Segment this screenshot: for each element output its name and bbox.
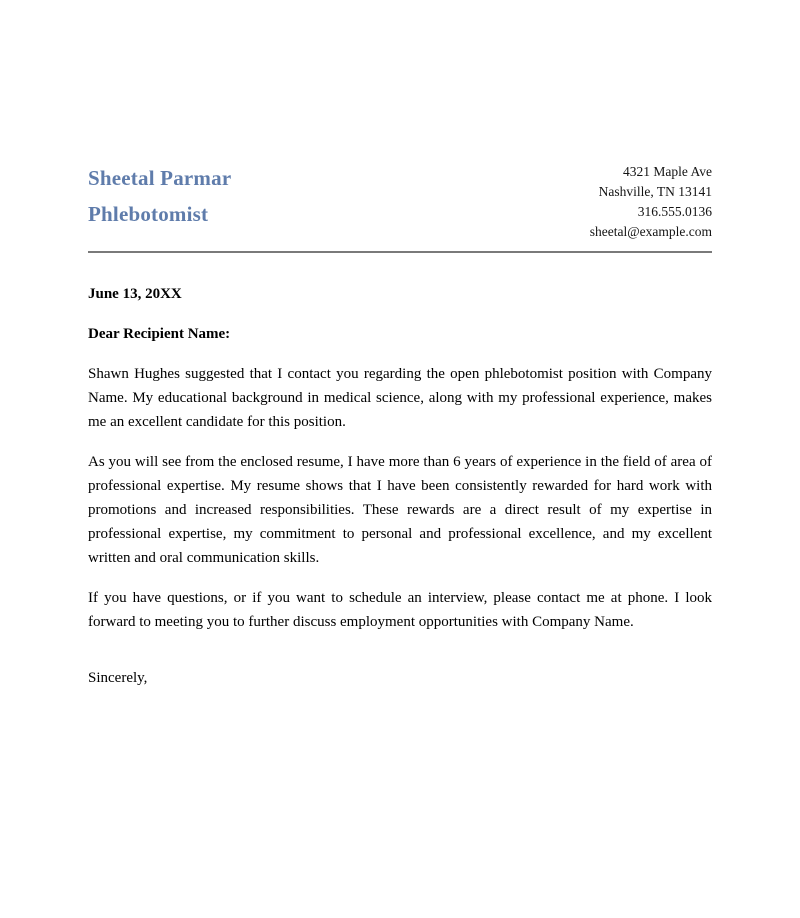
letter-body: [88, 282, 712, 690]
applicant-job-title: Phlebotomist: [88, 202, 209, 226]
letter-paragraph: Shawn Hughes suggested that I contact you regarding the open phlebotomist position with Company Name. My educational background in medical science, along with my professional experience, makes me an excellent candidate for this position.: [88, 366, 712, 430]
contact-city-state-zip: Nashville, TN 13141: [598, 184, 712, 199]
letterhead: [88, 158, 712, 242]
contact-street-address: 4321 Maple Ave: [623, 164, 712, 179]
header-divider: [88, 251, 712, 253]
letter-paragraph: If you have questions, or if you want to schedule an interview, please contact me at phone. I look forward to meeting you to further discuss employment opportunities with Company Name.: [88, 590, 712, 630]
letter-content: [88, 158, 712, 690]
applicant-name: Sheetal Parmar: [88, 166, 232, 190]
letter-paragraph: As you will see from the enclosed resume, I have more than 6 years of experience in the field of area of professional expertise. My resume shows that I have been consistently rewarded for hard work with promotions and increased responsibilities. These rewards are a direct result of my expertise in professional expertise, my commitment to personal and professional excellence, and my excellent written and oral communication skills.: [88, 454, 712, 566]
letter-salutation: Dear Recipient Name:: [88, 326, 231, 342]
contact-email: sheetal@example.com: [589, 224, 712, 239]
letter-closing: Sincerely,: [88, 670, 148, 686]
contact-phone: 316.555.0136: [637, 204, 712, 219]
letter-date: June 13, 20XX: [88, 286, 182, 302]
name-block: [88, 158, 231, 232]
contact-block: [590, 158, 712, 242]
